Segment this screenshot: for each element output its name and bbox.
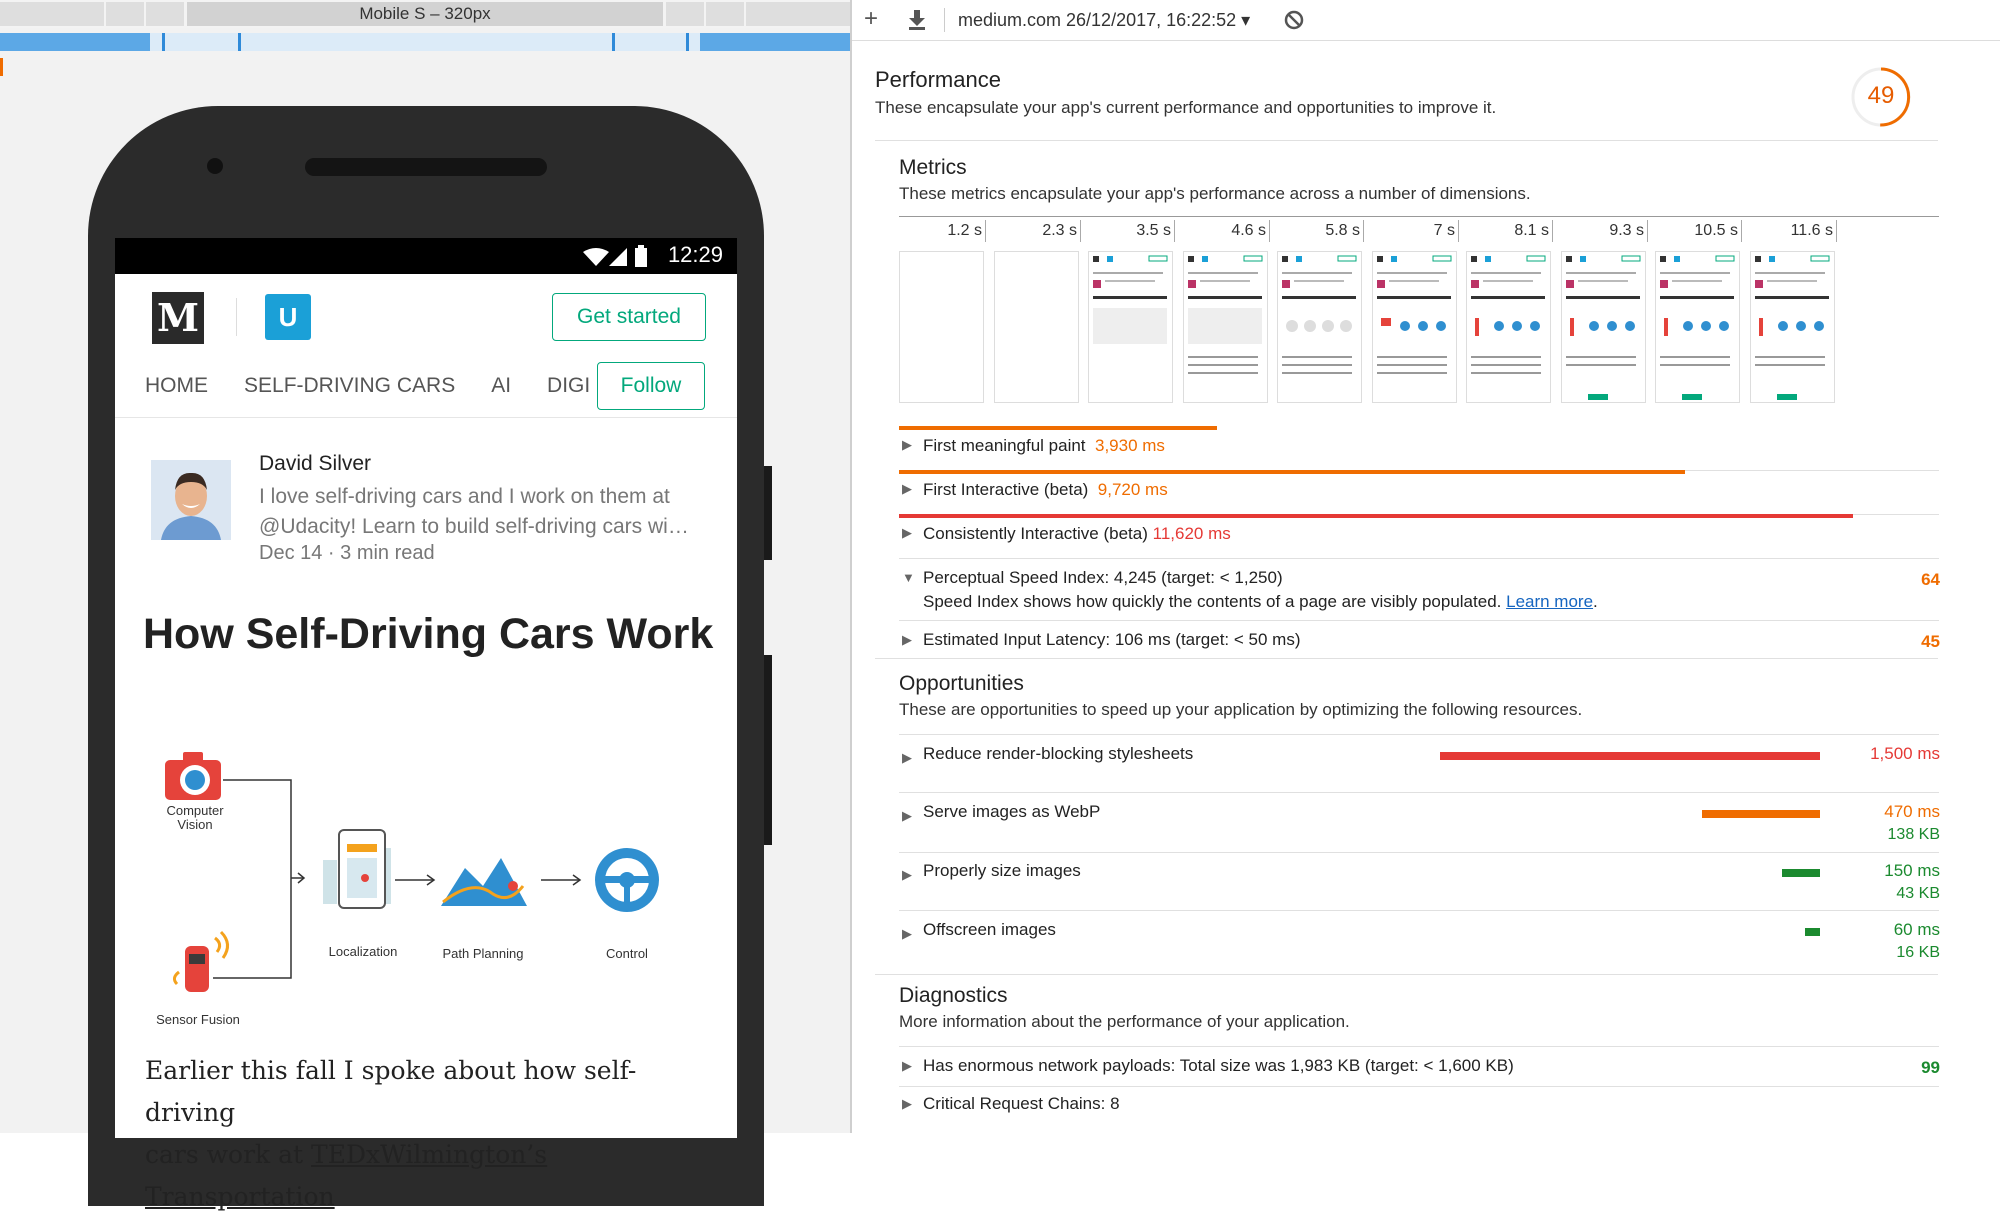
diagram-graphic xyxy=(143,718,723,1018)
expand-arrow-icon[interactable]: ▶ xyxy=(902,437,912,452)
media-query-segment[interactable] xyxy=(0,2,104,26)
phone-power-button xyxy=(764,655,772,845)
device-size-label[interactable]: Mobile S – 320px xyxy=(187,2,663,26)
avatar[interactable] xyxy=(151,460,231,540)
diagram-label-path-planning: Path Planning xyxy=(442,946,524,961)
nav-divider xyxy=(115,417,737,418)
diagnostics-title: Diagnostics xyxy=(899,984,1008,1007)
orange-marker xyxy=(0,58,3,76)
filmstrip-frame[interactable] xyxy=(1183,251,1268,403)
filmstrip-time: 4.6 s xyxy=(1231,222,1266,239)
author-portrait-icon xyxy=(151,460,231,540)
phone-speaker xyxy=(305,158,547,176)
row-divider xyxy=(899,792,1939,793)
filmstrip-time: 2.3 s xyxy=(1042,222,1077,239)
opportunities-title: Opportunities xyxy=(899,672,1024,695)
row-divider xyxy=(899,910,1939,911)
expand-arrow-icon[interactable]: ▶ xyxy=(902,867,912,882)
filmstrip-time: 10.5 s xyxy=(1694,222,1738,239)
expand-arrow-icon[interactable]: ▶ xyxy=(902,926,912,941)
phone-screen xyxy=(115,238,737,1211)
opportunity-webp[interactable]: Serve images as WebP xyxy=(923,802,1101,821)
opportunity-render-blocking[interactable]: Reduce render-blocking stylesheets xyxy=(923,744,1194,763)
expand-arrow-icon[interactable]: ▶ xyxy=(902,481,912,496)
metric-consistently-interactive[interactable]: Consistently Interactive (beta) 11,620 ms xyxy=(923,524,1231,543)
metric-perceptual-speed-index[interactable]: Perceptual Speed Index: 4,245 (target: < 1,250) xyxy=(923,568,1283,587)
signal-icon xyxy=(609,248,627,266)
row-divider xyxy=(899,1086,1939,1087)
opportunity-bar xyxy=(1805,928,1820,936)
filmstrip-frame[interactable] xyxy=(1561,251,1646,403)
filmstrip-time: 11.6 s xyxy=(1790,222,1833,239)
article-body xyxy=(145,1050,715,1218)
performance-title: Performance xyxy=(875,67,1001,92)
author-name[interactable]: David Silver xyxy=(259,452,372,475)
phone-camera xyxy=(207,158,223,174)
filmstrip-axis xyxy=(899,216,1939,217)
opportunity-value: 150 ms xyxy=(1884,861,1940,880)
lighthouse-report xyxy=(852,0,2000,1133)
fi-timing-bar xyxy=(899,470,1685,474)
opportunity-value: 60 ms xyxy=(1893,920,1940,939)
collapse-arrow-icon[interactable]: ▼ xyxy=(902,570,915,585)
wifi-icon xyxy=(583,248,609,266)
ci-timing-bar xyxy=(899,514,1853,518)
author-bio: I love self-driving cars and I work on them at @Udacity! Learn to build self-driving cars wi… xyxy=(259,485,689,538)
media-query-segment[interactable] xyxy=(706,2,744,26)
expand-arrow-icon[interactable]: ▶ xyxy=(902,525,912,540)
logo-divider xyxy=(236,298,237,336)
performance-desc: These encapsulate your app's current performance and opportunities to improve it. xyxy=(875,98,1497,117)
follow-button[interactable]: Follow xyxy=(597,362,705,410)
section-divider xyxy=(875,974,1938,975)
filmstrip-time: 7 s xyxy=(1433,222,1455,239)
car-icon xyxy=(185,946,209,992)
self-driving-diagram xyxy=(143,718,723,1027)
row-divider xyxy=(899,734,1939,735)
nav-item-home[interactable]: HOME xyxy=(145,374,208,397)
filmstrip-frame[interactable] xyxy=(1277,251,1362,403)
device-emulation-pane xyxy=(0,0,850,1211)
filmstrip-frame[interactable] xyxy=(994,251,1079,403)
expand-arrow-icon[interactable]: ▶ xyxy=(902,632,912,647)
article-headline: How Self-Driving Cars Work xyxy=(143,610,714,658)
learn-more-link[interactable]: Learn more xyxy=(1506,592,1594,611)
udacity-logo[interactable]: U xyxy=(265,294,311,340)
filmstrip-time: 8.1 s xyxy=(1514,222,1549,239)
filmstrip-frame[interactable] xyxy=(1750,251,1835,403)
block-icon[interactable] xyxy=(1284,10,1304,30)
toolbar-separator xyxy=(944,8,945,32)
psi-score: 64 xyxy=(1921,570,1940,589)
filmstrip-frame[interactable] xyxy=(1655,251,1740,403)
row-divider xyxy=(899,620,1939,621)
opportunities-desc: These are opportunities to speed up your application by optimizing the following resources. xyxy=(899,700,1583,719)
expand-arrow-icon[interactable]: ▶ xyxy=(902,1058,912,1073)
diagram-label-localization: Localization xyxy=(328,944,398,959)
medium-logo[interactable]: M xyxy=(152,292,204,344)
body-line-2: cars work at xyxy=(145,1140,312,1169)
diagnostic-score: 99 xyxy=(1921,1058,1940,1077)
battery-icon xyxy=(635,245,647,267)
opportunity-value: 1,500 ms xyxy=(1870,744,1940,763)
opportunity-properly-size[interactable]: Properly size images xyxy=(923,861,1081,880)
filmstrip-frame[interactable] xyxy=(899,251,984,403)
fmp-timing-bar xyxy=(899,426,1217,430)
diagnostic-network-payloads[interactable]: Has enormous network payloads: Total size was 1,983 KB (target: < 1,600 KB) xyxy=(923,1056,1514,1075)
tedx-link[interactable]: TEDxWilmington’s Transportation xyxy=(145,1140,548,1211)
opportunity-bar xyxy=(1702,810,1820,818)
diagnostic-critical-request-chains[interactable]: Critical Request Chains: 8 xyxy=(923,1094,1120,1113)
diagram-label-sensor-fusion: Sensor Fusion xyxy=(156,1012,240,1027)
opportunity-size: 43 KB xyxy=(1896,885,1940,902)
media-query-bar[interactable] xyxy=(0,33,850,51)
metric-estimated-input-latency[interactable]: Estimated Input Latency: 106 ms (target: < 50 ms) xyxy=(923,630,1301,649)
filmstrip-time: 5.8 s xyxy=(1325,222,1360,239)
status-time: 12:29 xyxy=(667,242,723,267)
expand-arrow-icon[interactable]: ▶ xyxy=(902,1096,912,1111)
filmstrip-frame[interactable] xyxy=(1466,251,1551,403)
report-selector[interactable]: medium.com 26/12/2017, 16:22:52 ▾ xyxy=(958,10,1251,30)
download-icon[interactable] xyxy=(908,10,926,30)
expand-arrow-icon[interactable]: ▶ xyxy=(902,750,912,765)
psi-help-text: Speed Index shows how quickly the contents of a page are visibly populated. Learn more. xyxy=(923,592,1598,611)
metrics-desc: These metrics encapsulate your app's performance across a number of dimensions. xyxy=(899,184,1531,203)
opportunity-value: 470 ms xyxy=(1884,802,1940,821)
opportunity-size: 16 KB xyxy=(1896,944,1940,961)
nav-item-ai[interactable]: AI xyxy=(491,374,512,397)
filmstrip-time: 9.3 s xyxy=(1609,222,1644,239)
diagnostics-desc: More information about the performance of your application. xyxy=(899,1012,1350,1031)
metric-first-interactive[interactable]: First Interactive (beta) 9,720 ms xyxy=(923,480,1168,499)
media-query-segment[interactable] xyxy=(666,2,704,26)
filmstrip-frame[interactable] xyxy=(1372,251,1457,403)
opportunity-bar xyxy=(1440,752,1820,760)
nav-item-digi[interactable]: DIGI xyxy=(547,374,591,397)
section-divider xyxy=(875,140,1938,141)
filmstrip-time: 3.5 s xyxy=(1136,222,1171,239)
row-divider xyxy=(899,1046,1939,1047)
diagram-label-control: Control xyxy=(606,946,648,961)
get-started-button[interactable]: Get started xyxy=(552,293,706,341)
section-divider xyxy=(875,658,1938,659)
metrics-title: Metrics xyxy=(899,156,967,179)
media-query-segment[interactable] xyxy=(146,2,184,26)
device-toolbar xyxy=(0,0,850,28)
nav-item-self-driving-cars[interactable]: SELF-DRIVING CARS xyxy=(244,374,456,397)
expand-arrow-icon[interactable]: ▶ xyxy=(902,808,912,823)
body-line-1: Earlier this fall I spoke about how self-driving xyxy=(145,1056,637,1127)
performance-score: 49 xyxy=(1867,82,1895,109)
opportunity-bar xyxy=(1782,869,1820,877)
filmstrip-frame[interactable] xyxy=(1088,251,1173,403)
lighthouse-toolbar xyxy=(852,0,2000,41)
opportunity-offscreen[interactable]: Offscreen images xyxy=(923,920,1056,939)
filmstrip-time: 1.2 s xyxy=(947,222,982,239)
eil-score: 45 xyxy=(1921,632,1940,651)
row-divider xyxy=(899,852,1939,853)
row-divider xyxy=(899,558,1939,559)
post-meta: Dec 14 · 3 min read xyxy=(259,542,435,564)
plus-icon[interactable]: + xyxy=(864,5,879,32)
opportunity-size: 138 KB xyxy=(1887,826,1940,843)
media-query-segment[interactable] xyxy=(106,2,144,26)
phone-volume-button xyxy=(764,466,772,560)
media-query-segment[interactable] xyxy=(746,2,850,26)
diagram-label-computer-vision: Computer Vision xyxy=(166,803,224,832)
metric-first-meaningful-paint[interactable]: First meaningful paint 3,930 ms xyxy=(923,436,1165,455)
publication-nav xyxy=(145,374,626,398)
android-status-bar xyxy=(115,238,737,274)
